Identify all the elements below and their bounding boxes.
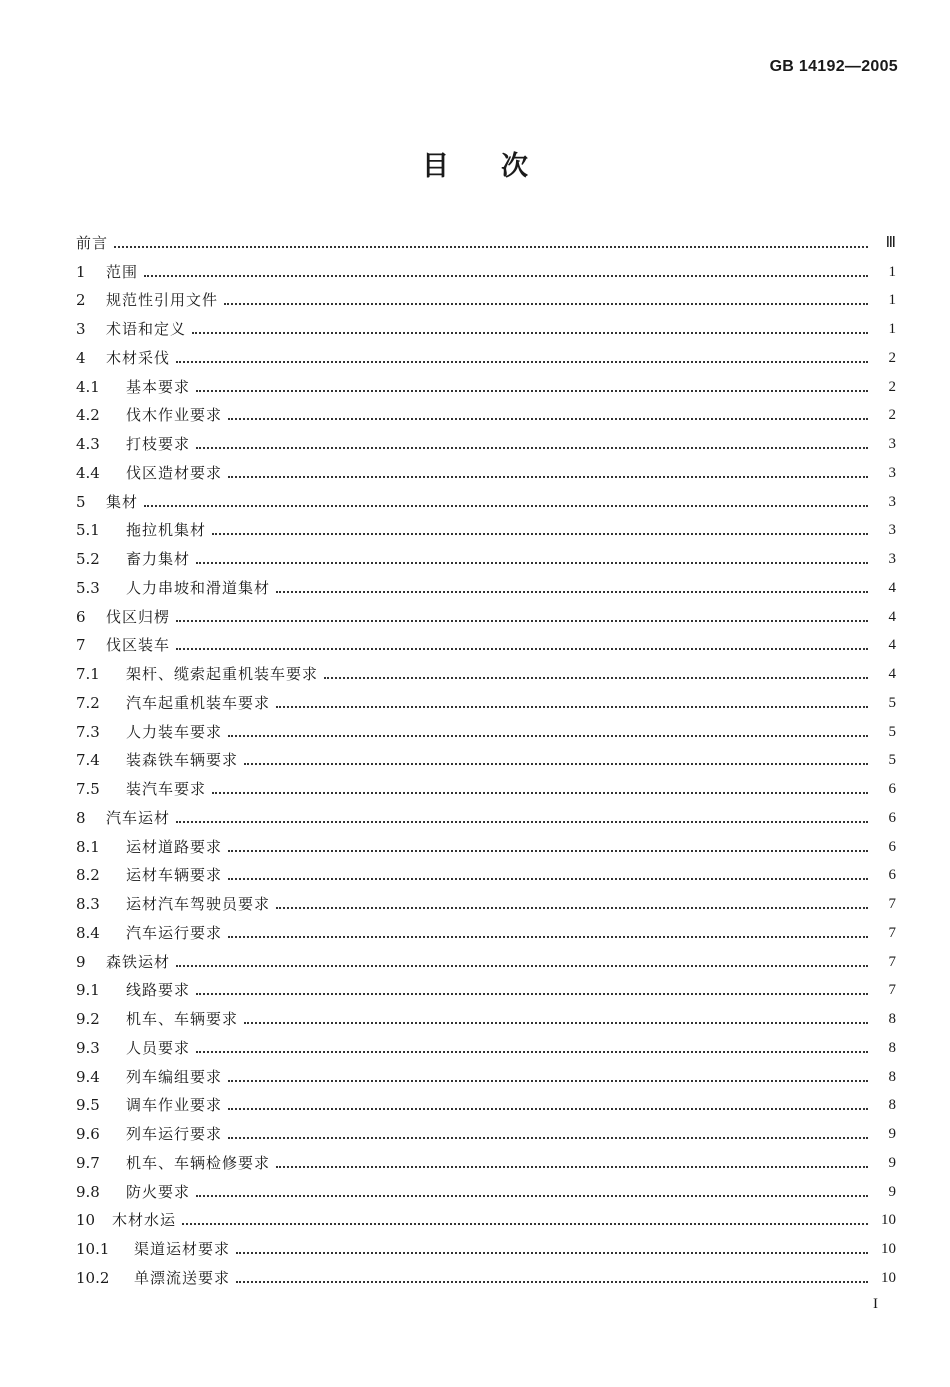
toc-entry-label: 架杆、缆索起重机装车要求 — [126, 665, 319, 684]
toc-leader-dots — [276, 906, 868, 909]
table-of-contents — [70, 229, 896, 1293]
toc-entry-number: 8.2 — [76, 866, 100, 885]
toc-entry-number: 2 — [76, 291, 86, 310]
toc-entry-label: 拖拉机集材 — [126, 521, 207, 540]
toc-entry-number: 4.4 — [76, 463, 100, 482]
toc-entry-label: 列车编组要求 — [126, 1067, 223, 1086]
toc-entry[interactable] — [70, 1178, 896, 1207]
toc-entry-number: 5.2 — [76, 550, 100, 569]
toc-entry-page: 6 — [888, 781, 896, 798]
toc-entry[interactable] — [70, 459, 896, 488]
toc-leader-dots — [176, 647, 868, 650]
toc-entry-number: 1 — [76, 262, 86, 281]
toc-entry-label: 渠道运材要求 — [134, 1240, 231, 1259]
toc-entry-page: 3 — [888, 464, 896, 481]
toc-leader-dots — [114, 245, 868, 248]
toc-entry-label: 规范性引用文件 — [106, 291, 219, 310]
toc-entry[interactable] — [70, 1092, 896, 1121]
toc-entry-label: 机车、车辆检修要求 — [126, 1153, 271, 1172]
toc-entry-label: 汽车运材 — [106, 808, 171, 827]
standard-code: GB 14192—2005 — [769, 58, 898, 75]
toc-entry-number: 10.2 — [76, 1268, 110, 1287]
toc-leader-dots — [196, 1194, 868, 1197]
toc-entry-page: 2 — [888, 378, 896, 395]
toc-leader-dots — [144, 504, 868, 507]
toc-entry-number: 9.2 — [76, 1010, 100, 1029]
toc-entry[interactable] — [70, 1120, 896, 1149]
toc-entry-page: 3 — [888, 436, 896, 453]
toc-entry-number: 9.7 — [76, 1153, 100, 1172]
toc-entry-number: 3 — [76, 320, 86, 339]
toc-entry-page: 2 — [888, 407, 896, 424]
toc-leader-dots — [144, 274, 868, 277]
toc-entry-label: 森铁运材 — [106, 952, 171, 971]
toc-entry-label: 术语和定义 — [106, 320, 187, 339]
toc-leader-dots — [276, 705, 868, 708]
toc-entry[interactable] — [70, 287, 896, 316]
toc-entry-label: 前言 — [76, 233, 109, 252]
toc-entry[interactable] — [70, 344, 896, 373]
toc-entry[interactable] — [70, 890, 896, 919]
toc-entry-number: 7.5 — [76, 780, 100, 799]
toc-entry-number: 9.8 — [76, 1182, 100, 1201]
toc-entry[interactable] — [70, 1149, 896, 1178]
page-folio: I — [873, 1296, 878, 1312]
toc-entry-label: 木材水运 — [112, 1211, 177, 1230]
toc-leader-dots — [176, 964, 868, 967]
toc-entry-page: 5 — [888, 694, 896, 711]
toc-entry-page: 3 — [888, 493, 896, 510]
toc-entry-number: 8.1 — [76, 837, 100, 856]
toc-entry-number: 9.4 — [76, 1067, 100, 1086]
toc-entry-number: 6 — [76, 607, 86, 626]
toc-entry-number: 7.3 — [76, 722, 100, 741]
toc-entry-label: 汽车起重机装车要求 — [126, 693, 271, 712]
toc-leader-dots — [228, 1136, 868, 1139]
toc-entry[interactable] — [70, 919, 896, 948]
toc-entry-number: 4.3 — [76, 435, 100, 454]
toc-leader-dots — [196, 389, 868, 392]
toc-leader-dots — [196, 1050, 868, 1053]
toc-entry-page: 7 — [888, 896, 896, 913]
toc-entry-page: 8 — [888, 1068, 896, 1085]
toc-leader-dots — [244, 762, 868, 765]
toc-leader-dots — [182, 1222, 868, 1225]
toc-entry-page: 6 — [888, 867, 896, 884]
toc-entry-page: 6 — [888, 838, 896, 855]
toc-entry-page: 1 — [888, 292, 896, 309]
toc-entry[interactable] — [70, 603, 896, 632]
toc-leader-dots — [324, 676, 868, 679]
toc-leader-dots — [176, 619, 868, 622]
toc-entry-label: 机车、车辆要求 — [126, 1010, 239, 1029]
toc-entry[interactable] — [70, 1063, 896, 1092]
toc-entry-page: 10 — [881, 1269, 896, 1286]
toc-leader-dots — [228, 475, 868, 478]
toc-entry[interactable] — [70, 1264, 896, 1293]
toc-entry-label: 防火要求 — [126, 1182, 191, 1201]
toc-entry-number: 9.6 — [76, 1125, 100, 1144]
toc-entry-page: 9 — [888, 1126, 896, 1143]
toc-entry-number: 4.2 — [76, 406, 100, 425]
toc-entry-number: 9.3 — [76, 1038, 100, 1057]
toc-entry-number: 4 — [76, 348, 86, 367]
toc-entry-number: 9 — [76, 952, 86, 971]
toc-entry-page: 9 — [888, 1183, 896, 1200]
toc-entry[interactable] — [70, 1005, 896, 1034]
toc-leader-dots — [228, 935, 868, 938]
toc-entry-label: 伐木作业要求 — [126, 406, 223, 425]
toc-entry-page: 7 — [888, 924, 896, 941]
toc-entry[interactable] — [70, 632, 896, 661]
toc-entry[interactable] — [70, 804, 896, 833]
toc-entry[interactable] — [70, 315, 896, 344]
toc-entry-label: 伐区装车 — [106, 636, 171, 655]
toc-entry[interactable] — [70, 488, 896, 517]
toc-entry[interactable] — [70, 689, 896, 718]
toc-entry-page: 1 — [888, 321, 896, 338]
toc-entry-number: 5.3 — [76, 578, 100, 597]
toc-entry-label: 汽车运行要求 — [126, 923, 223, 942]
title-char-1: 目 — [422, 151, 449, 182]
toc-entry-label: 集材 — [106, 492, 139, 511]
toc-entry[interactable] — [70, 977, 896, 1006]
toc-entry-label: 装汽车要求 — [126, 780, 207, 799]
toc-entry-page: Ⅲ — [885, 234, 896, 251]
toc-entry-number: 8.4 — [76, 923, 100, 942]
toc-entry-label: 装森铁车辆要求 — [126, 751, 239, 770]
toc-leader-dots — [228, 849, 868, 852]
toc-entry-label: 伐区归楞 — [106, 607, 171, 626]
toc-entry-label: 打枝要求 — [126, 435, 191, 454]
toc-entry-label: 线路要求 — [126, 981, 191, 1000]
toc-entry[interactable] — [70, 862, 896, 891]
toc-entry-number: 7.1 — [76, 665, 100, 684]
toc-entry-number: 9.5 — [76, 1096, 100, 1115]
toc-leader-dots — [228, 417, 868, 420]
toc-entry-page: 5 — [888, 723, 896, 740]
toc-leader-dots — [196, 446, 868, 449]
toc-entry-page: 3 — [888, 551, 896, 568]
toc-entry-page: 4 — [888, 637, 896, 654]
toc-leader-dots — [176, 360, 868, 363]
toc-entry-number: 9.1 — [76, 981, 100, 1000]
toc-entry[interactable] — [70, 402, 896, 431]
toc-entry[interactable] — [70, 660, 896, 689]
toc-leader-dots — [196, 561, 868, 564]
toc-entry-page: 1 — [888, 263, 896, 280]
toc-leader-dots — [276, 590, 868, 593]
toc-entry[interactable] — [70, 775, 896, 804]
toc-leader-dots — [228, 734, 868, 737]
toc-entry-page: 10 — [881, 1241, 896, 1258]
toc-entry-page: 8 — [888, 1011, 896, 1028]
toc-entry-label: 人员要求 — [126, 1038, 191, 1057]
toc-entry-page: 4 — [888, 608, 896, 625]
toc-entry-number: 10.1 — [76, 1240, 110, 1259]
toc-entry[interactable] — [70, 430, 896, 459]
toc-entry-label: 运材车辆要求 — [126, 866, 223, 885]
toc-entry-page: 6 — [888, 809, 896, 826]
toc-entry-label: 木材采伐 — [106, 348, 171, 367]
toc-leader-dots — [244, 1021, 868, 1024]
toc-entry-page: 10 — [881, 1212, 896, 1229]
toc-entry-label: 范围 — [106, 262, 139, 281]
toc-entry-number: 7.4 — [76, 751, 100, 770]
toc-entry-label: 基本要求 — [126, 377, 191, 396]
toc-entry-number: 5 — [76, 492, 86, 511]
toc-entry-number: 7.2 — [76, 693, 100, 712]
toc-entry-number: 4.1 — [76, 377, 100, 396]
toc-entry-page: 2 — [888, 349, 896, 366]
toc-entry[interactable] — [70, 1207, 896, 1236]
toc-entry-page: 3 — [888, 522, 896, 539]
toc-entry[interactable] — [70, 545, 896, 574]
toc-entry-label: 运材汽车驾驶员要求 — [126, 895, 271, 914]
toc-leader-dots — [236, 1280, 868, 1283]
toc-entry-label: 人力串坡和滑道集材 — [126, 578, 271, 597]
toc-entry-label: 畜力集材 — [126, 550, 191, 569]
toc-entry-label: 伐区造材要求 — [126, 463, 223, 482]
toc-entry-page: 7 — [888, 953, 896, 970]
toc-entry-label: 运材道路要求 — [126, 837, 223, 856]
toc-entry-label: 调车作业要求 — [126, 1096, 223, 1115]
toc-entry[interactable] — [70, 1235, 896, 1264]
toc-entry-number: 5.1 — [76, 521, 100, 540]
toc-leader-dots — [228, 1107, 868, 1110]
toc-entry[interactable] — [70, 517, 896, 546]
toc-entry[interactable] — [70, 258, 896, 287]
toc-entry-label: 列车运行要求 — [126, 1125, 223, 1144]
toc-leader-dots — [276, 1165, 868, 1168]
toc-entry-number: 10 — [76, 1211, 96, 1230]
toc-leader-dots — [224, 302, 868, 305]
toc-entry[interactable] — [70, 1034, 896, 1063]
toc-leader-dots — [228, 1079, 868, 1082]
toc-entry[interactable] — [70, 229, 896, 258]
toc-leader-dots — [176, 820, 868, 823]
title-char-2: 次 — [501, 151, 528, 182]
toc-leader-dots — [212, 532, 868, 535]
toc-entry-number: 8 — [76, 808, 86, 827]
toc-leader-dots — [228, 877, 868, 880]
toc-entry-page: 4 — [888, 579, 896, 596]
toc-entry[interactable] — [70, 948, 896, 977]
toc-entry-page: 8 — [888, 1097, 896, 1114]
toc-leader-dots — [192, 331, 868, 334]
toc-entry[interactable] — [70, 747, 896, 776]
toc-entry[interactable] — [70, 718, 896, 747]
toc-entry-page: 8 — [888, 1039, 896, 1056]
toc-entry-label: 人力装车要求 — [126, 722, 223, 741]
toc-entry-number: 7 — [76, 636, 86, 655]
toc-entry-page: 5 — [888, 752, 896, 769]
toc-entry[interactable] — [70, 373, 896, 402]
page-title — [0, 144, 950, 183]
toc-entry-number: 8.3 — [76, 895, 100, 914]
toc-entry-label: 单漂流送要求 — [134, 1268, 231, 1287]
toc-entry-page: 9 — [888, 1154, 896, 1171]
toc-entry-page: 7 — [888, 982, 896, 999]
toc-leader-dots — [236, 1251, 868, 1254]
toc-entry-page: 4 — [888, 666, 896, 683]
toc-leader-dots — [196, 992, 868, 995]
toc-entry[interactable] — [70, 574, 896, 603]
toc-entry[interactable] — [70, 833, 896, 862]
toc-leader-dots — [212, 791, 868, 794]
